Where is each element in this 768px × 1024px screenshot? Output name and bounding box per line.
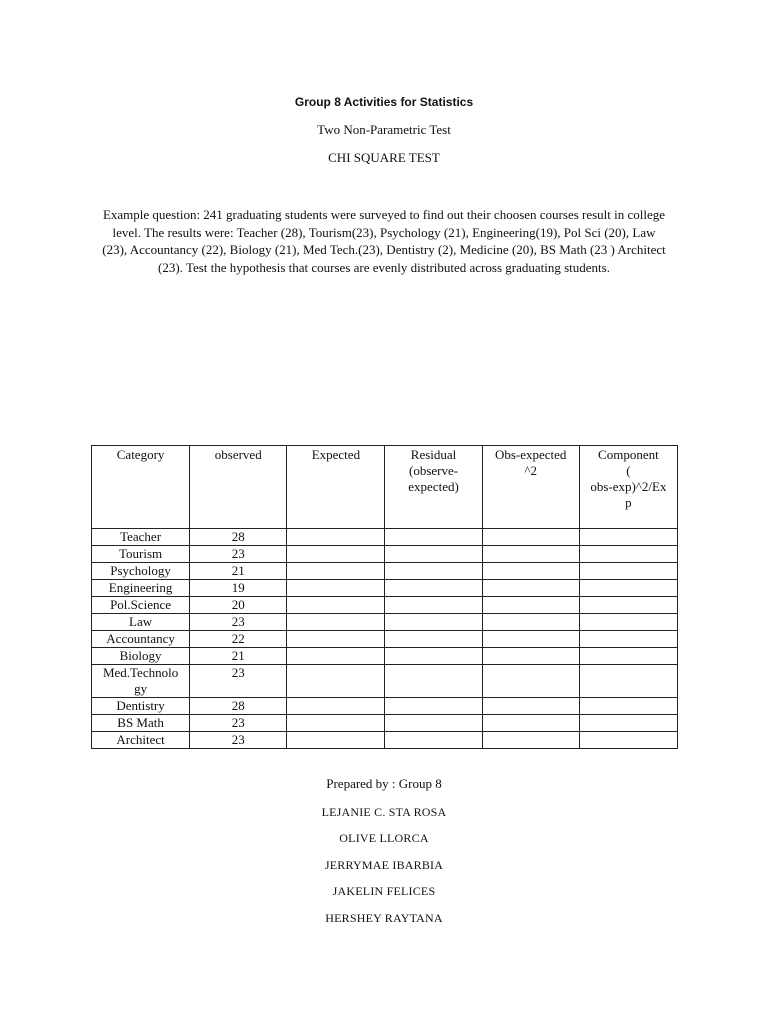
expected-cell bbox=[287, 715, 385, 732]
component-cell bbox=[579, 732, 677, 749]
category-cell: Accountancy bbox=[92, 631, 190, 648]
member-name: JERRYMAE IBARBIA bbox=[324, 858, 444, 872]
expected-cell bbox=[287, 546, 385, 563]
expected-cell bbox=[287, 563, 385, 580]
residual-cell bbox=[385, 563, 482, 580]
component-cell bbox=[579, 665, 677, 698]
expected-cell bbox=[287, 732, 385, 749]
header-category: Category bbox=[92, 446, 190, 529]
category-cell: Psychology bbox=[92, 563, 190, 580]
observed-cell: 22 bbox=[190, 631, 287, 648]
category-cell: Dentistry bbox=[92, 698, 190, 715]
category-cell: Tourism bbox=[92, 546, 190, 563]
expected-cell bbox=[287, 698, 385, 715]
category-cell: Architect bbox=[92, 732, 190, 749]
residual-cell bbox=[385, 698, 482, 715]
header-obs-expected-squared: Obs-expected ^2 bbox=[482, 446, 579, 529]
prepared-by-label: Prepared by : Group 8 bbox=[326, 776, 442, 791]
chi-square-table bbox=[91, 445, 678, 749]
table-row bbox=[92, 563, 678, 580]
obs-expected-squared-cell bbox=[482, 529, 579, 546]
table-row bbox=[92, 648, 678, 665]
residual-cell bbox=[385, 665, 482, 698]
category-cell: Med.Technolo gy bbox=[92, 665, 190, 698]
observed-cell: 23 bbox=[190, 546, 287, 563]
residual-cell bbox=[385, 614, 482, 631]
table-row bbox=[92, 631, 678, 648]
header-component: Component ( obs-exp)^2/Ex p bbox=[579, 446, 677, 529]
member-name: HERSHEY RAYTANA bbox=[325, 911, 443, 925]
member-name: LEJANIE C. STA ROSA bbox=[321, 805, 447, 819]
table-row bbox=[92, 732, 678, 749]
document-subtitle: Two Non-Parametric Test bbox=[317, 122, 451, 137]
observed-cell: 21 bbox=[190, 563, 287, 580]
expected-cell bbox=[287, 614, 385, 631]
expected-cell bbox=[287, 580, 385, 597]
category-cell: Law bbox=[92, 614, 190, 631]
category-cell: Engineering bbox=[92, 580, 190, 597]
obs-expected-squared-cell bbox=[482, 648, 579, 665]
table-row bbox=[92, 614, 678, 631]
component-cell bbox=[579, 546, 677, 563]
table-row bbox=[92, 698, 678, 715]
obs-expected-squared-cell bbox=[482, 732, 579, 749]
table-row bbox=[92, 597, 678, 614]
residual-cell bbox=[385, 631, 482, 648]
expected-cell bbox=[287, 597, 385, 614]
table-row bbox=[92, 715, 678, 732]
member-name: OLIVE LLORCA bbox=[339, 831, 429, 845]
observed-cell: 28 bbox=[190, 698, 287, 715]
residual-cell bbox=[385, 529, 482, 546]
expected-cell bbox=[287, 529, 385, 546]
category-cell: Biology bbox=[92, 648, 190, 665]
component-cell bbox=[579, 597, 677, 614]
component-cell bbox=[579, 580, 677, 597]
document-title: Group 8 Activities for Statistics bbox=[294, 95, 474, 109]
obs-expected-squared-cell bbox=[482, 665, 579, 698]
residual-cell bbox=[385, 715, 482, 732]
obs-expected-squared-cell bbox=[482, 546, 579, 563]
obs-expected-squared-cell bbox=[482, 563, 579, 580]
table-body bbox=[92, 529, 678, 749]
member-name: JAKELIN FELICES bbox=[332, 884, 436, 898]
table-row bbox=[92, 529, 678, 546]
component-cell bbox=[579, 529, 677, 546]
observed-cell: 23 bbox=[190, 665, 287, 698]
table-header-row bbox=[92, 446, 678, 529]
component-cell bbox=[579, 614, 677, 631]
component-cell bbox=[579, 698, 677, 715]
observed-cell: 28 bbox=[190, 529, 287, 546]
residual-cell bbox=[385, 648, 482, 665]
header-residual: Residual (observe- expected) bbox=[385, 446, 482, 529]
observed-cell: 19 bbox=[190, 580, 287, 597]
category-cell: BS Math bbox=[92, 715, 190, 732]
expected-cell bbox=[287, 631, 385, 648]
residual-cell bbox=[385, 546, 482, 563]
component-cell bbox=[579, 563, 677, 580]
header-observed: observed bbox=[190, 446, 287, 529]
table-row bbox=[92, 546, 678, 563]
expected-cell bbox=[287, 665, 385, 698]
example-question-paragraph: Example question: 241 graduating students were surveyed to find out their choosen courses result in college level. The results were: Teacher (28), Tourism(23), Psychology (21), Engineering(19), Pol Sci (20), Law (23), Accountancy (22), Biology (21), Med Tech.(23), Dentistry (2), Medicine (20), BS Math (23 ) Architect (23). Test the hypothesis that courses are evenly distributed across graduating students. bbox=[102, 207, 666, 275]
residual-cell bbox=[385, 597, 482, 614]
table-row bbox=[92, 580, 678, 597]
observed-cell: 20 bbox=[190, 597, 287, 614]
component-cell bbox=[579, 648, 677, 665]
component-cell bbox=[579, 715, 677, 732]
obs-expected-squared-cell bbox=[482, 597, 579, 614]
observed-cell: 23 bbox=[190, 614, 287, 631]
obs-expected-squared-cell bbox=[482, 580, 579, 597]
observed-cell: 23 bbox=[190, 715, 287, 732]
residual-cell bbox=[385, 580, 482, 597]
obs-expected-squared-cell bbox=[482, 698, 579, 715]
obs-expected-squared-cell bbox=[482, 631, 579, 648]
observed-cell: 21 bbox=[190, 648, 287, 665]
expected-cell bbox=[287, 648, 385, 665]
test-name-heading: CHI SQUARE TEST bbox=[328, 150, 440, 165]
residual-cell bbox=[385, 732, 482, 749]
obs-expected-squared-cell bbox=[482, 715, 579, 732]
observed-cell: 23 bbox=[190, 732, 287, 749]
category-cell: Pol.Science bbox=[92, 597, 190, 614]
obs-expected-squared-cell bbox=[482, 614, 579, 631]
category-cell: Teacher bbox=[92, 529, 190, 546]
table-row bbox=[92, 665, 678, 698]
header-expected: Expected bbox=[287, 446, 385, 529]
component-cell bbox=[579, 631, 677, 648]
